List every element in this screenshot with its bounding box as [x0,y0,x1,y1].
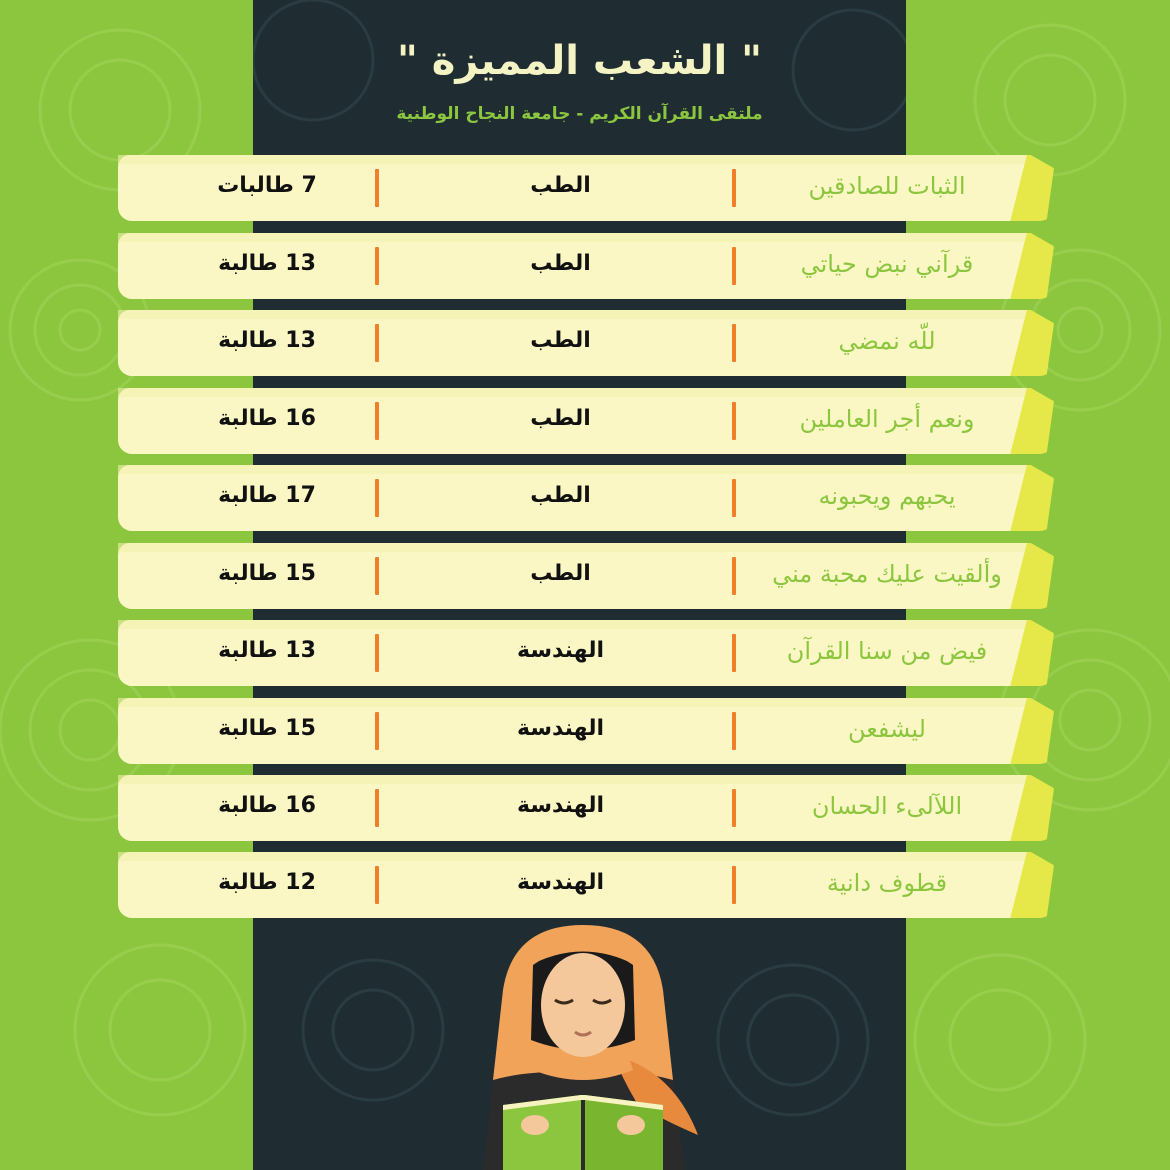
divider [375,247,379,285]
divider [375,169,379,207]
divider [375,789,379,827]
section-name: يحبهم ويحبونه [818,482,956,510]
faculty-name: الطب [530,483,591,508]
list-item [118,233,1054,301]
section-name: للّه نمضي [838,327,936,355]
faculty-name: الهندسة [517,716,604,741]
student-count: 16 طالبة [218,406,316,431]
divider [375,866,379,904]
section-name: اللآلىء الحسان [811,792,963,820]
list-item [118,465,1054,533]
faculty-name: الطب [530,173,591,198]
student-count: 13 طالبة [218,251,316,276]
divider [375,557,379,595]
section-name: وألقيت عليك محبة مني [772,560,1002,588]
divider [375,479,379,517]
list-item [118,388,1054,456]
faculty-name: الطب [530,251,591,276]
faculty-name: الهندسة [517,638,604,663]
student-count: 15 طالبة [218,561,316,586]
student-count: 13 طالبة [218,638,316,663]
faculty-name: الهندسة [517,870,604,895]
student-count: 7 طالبات [217,173,317,198]
list-item [118,852,1054,920]
faculty-name: الطب [530,328,591,353]
divider [375,402,379,440]
divider [375,324,379,362]
student-count: 15 طالبة [218,716,316,741]
section-name: قطوف دانية [826,869,948,897]
list-item [118,620,1054,688]
reading-girl-hijab-illustration [463,920,703,1170]
page-subtitle: ملتقى القرآن الكريم - جامعة النجاح الوطنية [396,104,763,124]
student-count: 13 طالبة [218,328,316,353]
page-title: " الشعب المميزة " [397,38,762,84]
student-count: 12 طالبة [218,870,316,895]
list-item [118,775,1054,843]
divider [375,634,379,672]
section-name: قرآني نبض حياتي [800,250,974,278]
list-item [118,543,1054,611]
faculty-name: الطب [530,561,591,586]
list-item [118,310,1054,378]
faculty-name: الهندسة [517,793,604,818]
student-count: 17 طالبة [218,483,316,508]
list-item [118,698,1054,766]
faculty-name: الطب [530,406,591,431]
section-name: فيض من سنا القرآن [786,637,988,665]
section-name: ونعم أجر العاملين [799,405,975,433]
student-count: 16 طالبة [218,793,316,818]
list-item [118,155,1054,223]
divider [375,712,379,750]
section-name: الثبات للصادقين [808,172,966,200]
section-name: ليشفعن [848,715,926,743]
